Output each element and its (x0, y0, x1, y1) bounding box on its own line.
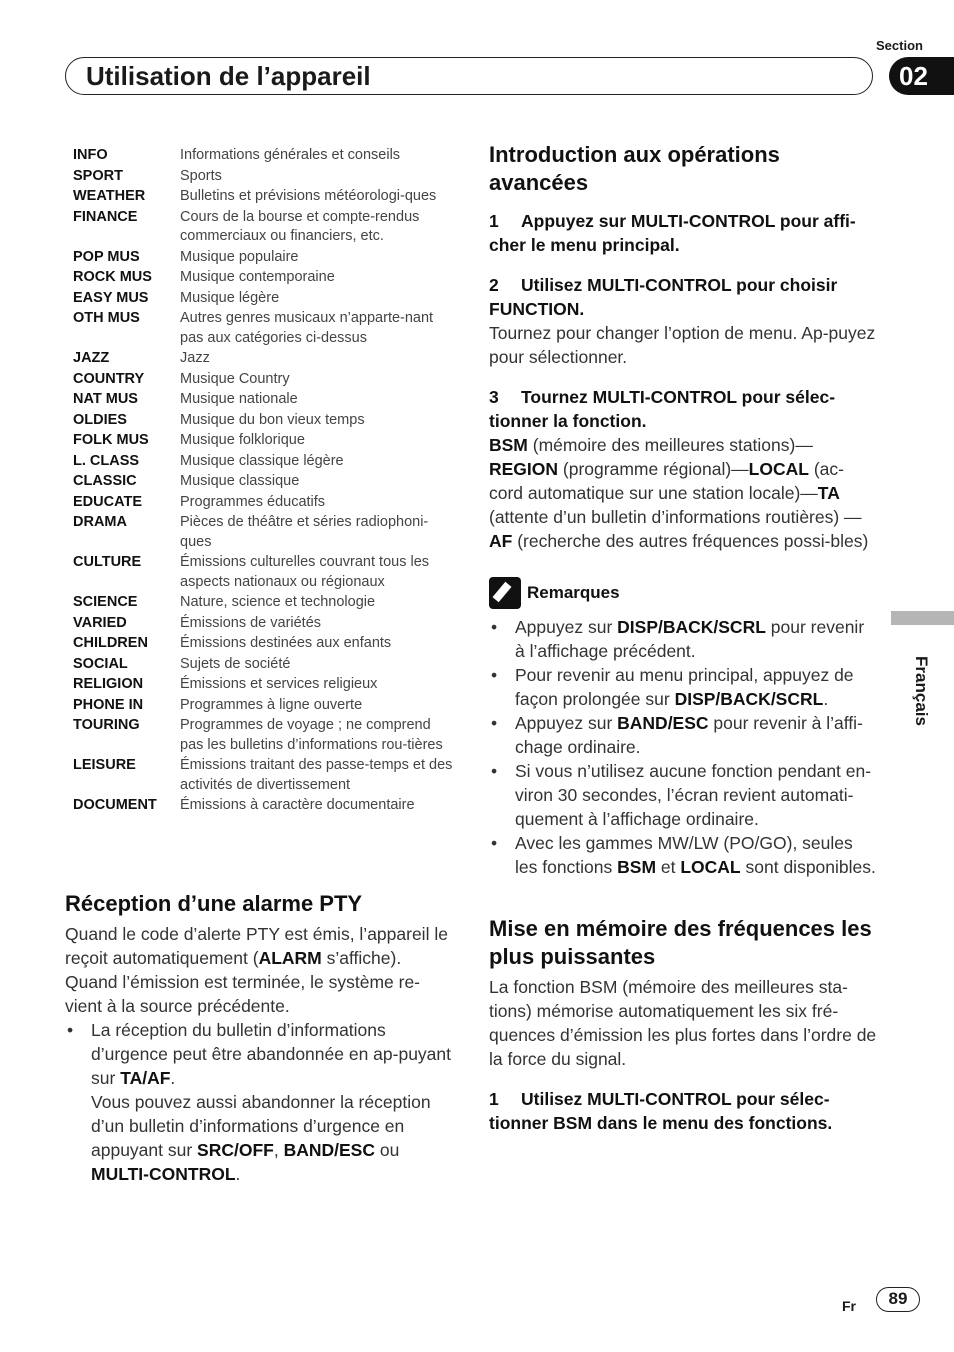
table-row (73, 370, 453, 390)
table-row (73, 553, 453, 592)
footer-lang: Fr (842, 1298, 856, 1314)
pty-code: SCIENCE (73, 594, 138, 610)
table-row (73, 411, 453, 431)
pty-description: Émissions traitant des passe-temps et des activités de divertissement (180, 757, 453, 793)
pty-code: INFO (73, 147, 108, 163)
pty-description: Cours de la bourse et compte-rendus commerciaux ou financiers, etc. (180, 208, 420, 244)
bsm-body: La fonction BSM (mémoire des meilleures sta-tions) mémorise automatiquement les six fré-quences d’émission les plus fortes dans l’ordre de la force du signal. (489, 977, 877, 1069)
pty-code: NAT MUS (73, 391, 138, 407)
pty-description: Musique folklorique (180, 432, 305, 448)
pty-code: SPORT (73, 167, 123, 184)
pty-code: DOCUMENT (73, 797, 157, 813)
pty-alarm-bullets (65, 1018, 453, 1186)
pty-description: Programmes à ligne ouverte (180, 696, 363, 713)
pty-code: VARIED (73, 614, 127, 631)
language-tab (891, 611, 954, 625)
pty-description: Musique Country (180, 370, 290, 387)
list-item: • Si vous n’utilisez aucune fonction pendant en-viron 30 secondes, l’écran revient automati-quement à l’affichage ordinaire. (489, 759, 877, 831)
pty-code: SOCIAL (73, 655, 128, 672)
advanced-section (489, 141, 877, 1135)
pty-code: FOLK MUS (73, 432, 149, 448)
pty-code: FINANCE (73, 208, 138, 225)
bsm-step-1: 1 Utilisez MULTI-CONTROL pour sélec-tionner BSM dans le menu des fonctions. (489, 1089, 833, 1133)
pty-description: Émissions destinées aux enfants (180, 635, 392, 651)
pty-code: DRAMA (73, 514, 127, 530)
pty-code: PHONE IN (73, 696, 144, 713)
advanced-heading: Introduction aux opérations avancées (489, 142, 780, 195)
pty-description: Programmes de voyage ; ne comprend pas les bulletins d’informations rou-tières (180, 717, 443, 753)
table-row (73, 675, 453, 695)
pty-description: Autres genres musicaux n’apparte-nant pas aux catégories ci-dessus (180, 310, 434, 346)
page-title: Utilisation de l’appareil (86, 61, 371, 91)
table-row (73, 167, 453, 187)
pty-description: Musique du bon vieux temps (180, 411, 365, 428)
table-row (73, 349, 453, 369)
pty-code: CLASSIC (73, 473, 137, 489)
pty-description: Musique classique (180, 473, 300, 489)
table-row (73, 634, 453, 654)
table-row (73, 472, 453, 492)
note-pencil-icon (489, 577, 521, 609)
pty-description: Bulletins et prévisions météorologi-ques (180, 188, 437, 204)
pty-code: WEATHER (73, 188, 146, 204)
pty-code: L. CLASS (73, 452, 140, 469)
pty-alarm-section (65, 890, 453, 1186)
page-number: 89 (876, 1287, 920, 1312)
pty-alarm-heading: Réception d’une alarme PTY (65, 891, 363, 916)
table-row (73, 756, 453, 795)
header-banner (65, 57, 873, 95)
pty-code: POP MUS (73, 248, 140, 265)
pty-description: Sports (180, 167, 222, 184)
table-row (73, 146, 453, 166)
pty-code: CULTURE (73, 554, 142, 570)
table-row (73, 268, 453, 288)
table-row (73, 309, 453, 348)
table-row (73, 614, 453, 634)
pty-table (73, 146, 453, 817)
pty-code: JAZZ (73, 350, 110, 366)
pty-code: LEISURE (73, 757, 136, 773)
language-label: Français (912, 656, 931, 726)
table-row (73, 289, 453, 309)
pty-description: Sujets de société (180, 655, 291, 672)
table-row (73, 696, 453, 716)
table-row (73, 493, 453, 513)
bsm-heading: Mise en mémoire des fréquences les plus puissantes (489, 916, 872, 969)
pty-code: EDUCATE (73, 493, 143, 510)
pty-code: CHILDREN (73, 635, 148, 651)
pty-description: Nature, science et technologie (180, 594, 376, 610)
pty-description: Musique nationale (180, 391, 298, 407)
pty-description: Programmes éducatifs (180, 493, 326, 510)
pty-code: TOURING (73, 717, 140, 733)
pty-description: Musique contemporaine (180, 269, 335, 285)
pty-code: ROCK MUS (73, 269, 152, 285)
step-2: 2 Utilisez MULTI-CONTROL pour choisir FUNCTION. (489, 275, 838, 319)
table-row (73, 452, 453, 472)
list-item: • Pour revenir au menu principal, appuyez de façon prolongée sur DISP/BACK/SCRL. (489, 663, 877, 711)
table-row (73, 513, 453, 552)
notes-header (489, 577, 877, 609)
pty-description: Jazz (180, 350, 210, 366)
pty-description: Émissions à caractère documentaire (180, 797, 415, 813)
table-row (73, 208, 453, 247)
pty-code: OTH MUS (73, 310, 140, 326)
table-row (73, 390, 453, 410)
pty-description: Musique classique légère (180, 452, 344, 469)
list-item: • Appuyez sur DISP/BACK/SCRL pour revenir à l’affichage précédent. (489, 615, 877, 663)
pty-code: COUNTRY (73, 370, 145, 387)
table-row (73, 248, 453, 268)
step-3-body: BSM (mémoire des meilleures stations)—REGION (programme régional)—LOCAL (ac-cord automatique sur une station locale)—TA (attente d’un bulletin d’informations routières) —AF (recherche des autres fréquences possi-bles) (489, 435, 869, 551)
list-item: • La réception du bulletin d’informations d’urgence peut être abandonnée en ap-puyant sur TA/AF. Vous pouvez aussi abandonner la réception d’un bulletin d’informations d’urgence en appuyant sur SRC/OFF, BAND/ESC ou MULTI-CONTROL. (65, 1018, 453, 1186)
table-row (73, 593, 453, 613)
pty-alarm-paragraph: Quand le code d’alerte PTY est émis, l’appareil le reçoit automatiquement (ALARM s’affiche). Quand l’émission est terminée, le système re-vient à la source précédente. (65, 924, 448, 1016)
step-2-body: Tournez pour changer l’option de menu. Ap-puyez pour sélectionner. (489, 323, 876, 367)
list-item: • Avec les gammes MW/LW (PO/GO), seules les fonctions BSM et LOCAL sont disponibles. (489, 831, 877, 879)
notes-title: Remarques (527, 583, 620, 602)
pty-code: EASY MUS (73, 289, 149, 306)
step-3: 3 Tournez MULTI-CONTROL pour sélec-tionner la fonction. (489, 387, 836, 431)
step-1: 1 Appuyez sur MULTI-CONTROL pour affi-cher le menu principal. (489, 211, 856, 255)
table-row (73, 431, 453, 451)
pty-description: Musique légère (180, 289, 280, 306)
pty-description: Pièces de théâtre et séries radiophoni-ques (180, 514, 429, 550)
list-item: • Appuyez sur BAND/ESC pour revenir à l’affi-chage ordinaire. (489, 711, 877, 759)
pty-description: Musique populaire (180, 248, 299, 265)
pty-description: Émissions de variétés (180, 614, 322, 631)
table-row (73, 796, 453, 816)
notes-list (489, 615, 877, 879)
section-label: Section (876, 38, 923, 53)
pty-description: Informations générales et conseils (180, 147, 401, 163)
table-row (73, 187, 453, 207)
table-row (73, 716, 453, 755)
pty-code: RELIGION (73, 676, 144, 692)
section-number: 02 (889, 57, 954, 95)
pty-description: Émissions et services religieux (180, 676, 378, 692)
pty-code: OLDIES (73, 411, 127, 428)
table-row (73, 655, 453, 675)
pty-description: Émissions culturelles couvrant tous les aspects nationaux ou régionaux (180, 554, 430, 590)
